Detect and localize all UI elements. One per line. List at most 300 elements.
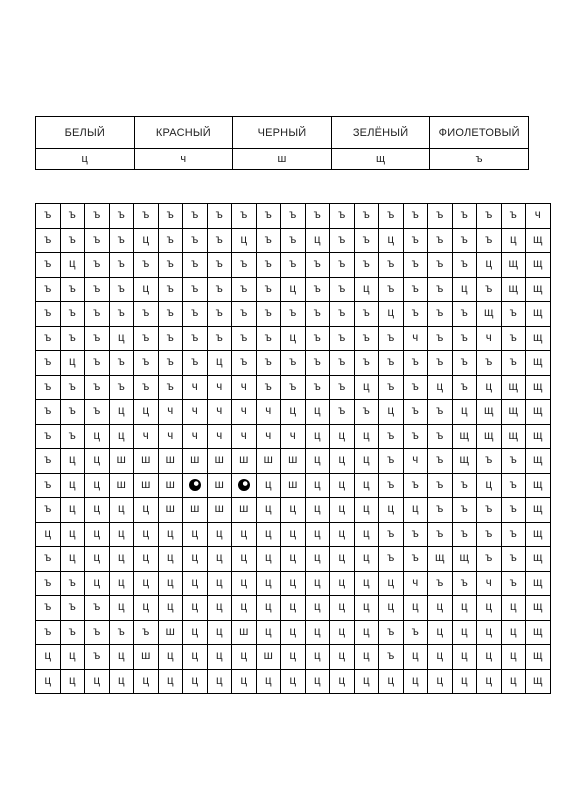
grid-cell: ц [60,498,85,523]
grid-cell: ц [281,645,306,670]
grid-cell: ъ [452,253,477,278]
grid-cell: ъ [60,424,85,449]
legend-color-names-row [36,117,529,149]
grid-cell: щ [526,669,551,694]
grid-cell: щ [526,571,551,596]
grid-cell: ъ [379,253,404,278]
grid-cell: ъ [403,253,428,278]
grid-cell: ц [403,498,428,523]
grid-cell: ъ [183,326,208,351]
grid-cell: щ [526,449,551,474]
eye-icon [189,479,201,491]
grid-cell: ъ [281,375,306,400]
grid-row [36,424,551,449]
grid-cell: ш [232,449,257,474]
grid-cell: ц [158,645,183,670]
grid-cell: ъ [281,351,306,376]
grid-cell: ц [158,669,183,694]
grid-cell: ш [281,473,306,498]
coloring-grid [35,203,551,694]
grid-cell: ъ [501,522,526,547]
grid-cell: ъ [403,375,428,400]
grid-cell: ъ [207,277,232,302]
grid-cell: ъ [158,204,183,229]
grid-cell: ъ [85,351,110,376]
grid-cell: ъ [452,571,477,596]
grid-cell: ъ [330,302,355,327]
grid-cell: ц [452,620,477,645]
grid-cell: ъ [428,571,453,596]
grid-cell: ъ [36,351,61,376]
grid-cell: ъ [85,620,110,645]
grid-cell: ъ [85,253,110,278]
grid-cell: ъ [379,351,404,376]
grid-cell: ш [207,473,232,498]
grid-cell: ц [183,522,208,547]
grid-cell: ц [379,228,404,253]
grid-cell: ц [281,620,306,645]
grid-cell: ц [207,669,232,694]
grid-cell: ц [305,596,330,621]
grid-cell: ц [207,645,232,670]
grid-cell: ц [256,571,281,596]
grid-cell: ц [85,522,110,547]
grid-cell: ш [232,498,257,523]
grid-cell: ъ [403,277,428,302]
grid-cell: ц [183,620,208,645]
grid-cell: ц [36,645,61,670]
grid-cell: ч [207,375,232,400]
grid-cell: ч [256,424,281,449]
grid-cell: ц [232,645,257,670]
grid-cell: ч [477,571,502,596]
grid-cell: ъ [428,228,453,253]
grid-cell: ъ [428,351,453,376]
grid-cell: ш [158,620,183,645]
grid-cell: ц [354,571,379,596]
grid-cell: ц [109,522,134,547]
grid-cell: ц [477,645,502,670]
grid-cell: ц [379,669,404,694]
grid-cell: ц [60,253,85,278]
grid-cell: ш [207,498,232,523]
grid-cell: ц [36,669,61,694]
grid-cell: ъ [85,228,110,253]
grid-cell: ъ [60,620,85,645]
grid-cell: ц [60,473,85,498]
grid-cell: ц [501,228,526,253]
grid-cell-eye [183,473,208,498]
grid-cell: ъ [281,253,306,278]
grid-cell: ъ [428,253,453,278]
grid-cell: ц [354,596,379,621]
grid-cell: ъ [207,326,232,351]
grid-cell: ц [256,596,281,621]
grid-cell: ц [134,400,159,425]
grid-cell: ъ [379,204,404,229]
grid-cell: ц [305,522,330,547]
grid-cell: ъ [183,302,208,327]
grid-cell: ц [305,620,330,645]
grid-cell: ц [207,351,232,376]
grid-cell: ц [36,522,61,547]
grid-cell: ъ [36,547,61,572]
grid-row [36,620,551,645]
grid-cell: ъ [183,228,208,253]
legend-codes-row [36,149,529,170]
grid-cell: щ [526,547,551,572]
grid-cell: ъ [256,277,281,302]
grid-cell: ц [183,645,208,670]
grid-cell: ъ [60,571,85,596]
grid-cell: ц [477,620,502,645]
grid-cell: ц [452,645,477,670]
grid-row [36,326,551,351]
grid-cell: ц [330,547,355,572]
grid-cell: ц [330,645,355,670]
grid-cell: щ [526,253,551,278]
grid-cell: ъ [403,302,428,327]
grid-cell: ъ [452,375,477,400]
grid-cell: ъ [85,277,110,302]
grid-cell: ъ [305,326,330,351]
grid-cell: ъ [207,302,232,327]
grid-cell: ъ [134,326,159,351]
grid-cell: ц [256,669,281,694]
color-legend-table [35,116,529,170]
grid-cell: ъ [134,204,159,229]
grid-cell: ъ [134,302,159,327]
grid-cell: ъ [85,204,110,229]
grid-cell: ч [158,424,183,449]
grid-cell: ш [183,449,208,474]
grid-cell: ч [183,424,208,449]
grid-cell: ъ [452,473,477,498]
grid-cell: ц [232,228,257,253]
grid-cell: ъ [452,204,477,229]
grid-cell: ъ [109,375,134,400]
grid-cell: ц [109,571,134,596]
grid-cell: ц [158,522,183,547]
grid-cell: ъ [36,571,61,596]
grid-cell: ц [60,669,85,694]
grid-cell: ц [477,473,502,498]
grid-cell: ъ [330,351,355,376]
grid-cell: ц [379,571,404,596]
grid-cell: ъ [85,400,110,425]
grid-cell: ъ [379,375,404,400]
grid-cell: ъ [183,277,208,302]
grid-cell: щ [501,253,526,278]
grid-cell: ъ [379,645,404,670]
grid-cell: ц [134,571,159,596]
grid-cell: ъ [158,326,183,351]
grid-cell: ъ [36,228,61,253]
grid-cell: ц [183,571,208,596]
grid-cell: ц [305,449,330,474]
grid-cell: ц [109,498,134,523]
grid-cell: ч [526,204,551,229]
grid-cell: ъ [232,204,257,229]
grid-cell: ъ [158,277,183,302]
grid-cell: ц [256,473,281,498]
grid-cell: ц [379,596,404,621]
grid-cell: ц [428,596,453,621]
grid-cell: ш [158,449,183,474]
grid-cell: ц [501,669,526,694]
grid-cell: ъ [379,326,404,351]
grid-cell: ц [379,400,404,425]
grid-cell: ъ [477,449,502,474]
grid-cell: ч [158,400,183,425]
grid-cell: ъ [232,253,257,278]
grid-cell: ц [305,645,330,670]
grid-cell: ъ [452,351,477,376]
grid-row [36,253,551,278]
grid-cell: ъ [354,253,379,278]
grid-cell: ъ [232,277,257,302]
legend-color-name: ФИОЛЕТОВЫЙ [430,117,529,149]
grid-row [36,375,551,400]
grid-cell: ъ [428,522,453,547]
grid-cell: ъ [256,204,281,229]
grid-cell: ъ [109,620,134,645]
grid-cell: ш [232,620,257,645]
grid-cell: ъ [477,204,502,229]
grid-cell: щ [526,620,551,645]
grid-row [36,351,551,376]
grid-cell: ц [183,596,208,621]
grid-cell: ъ [207,228,232,253]
grid-cell: ш [281,449,306,474]
grid-cell: ц [403,596,428,621]
grid-cell: ъ [36,326,61,351]
eye-icon [238,479,250,491]
grid-cell: ъ [305,351,330,376]
grid-cell: щ [452,424,477,449]
grid-cell: ц [354,424,379,449]
grid-cell: ъ [109,228,134,253]
grid-cell: ц [354,277,379,302]
grid-cell: ц [305,400,330,425]
grid-cell: ъ [158,351,183,376]
grid-cell: ъ [452,498,477,523]
grid-cell: ъ [305,253,330,278]
grid-cell: ъ [501,571,526,596]
grid-cell: ъ [428,277,453,302]
grid-cell: ц [354,522,379,547]
grid-cell: ъ [501,351,526,376]
grid-cell-eye [232,473,257,498]
grid-cell: ц [109,596,134,621]
grid-cell: ц [330,424,355,449]
grid-cell: ъ [330,204,355,229]
grid-cell: ъ [109,302,134,327]
grid-cell: ъ [36,473,61,498]
grid-cell: ч [477,326,502,351]
grid-cell: ц [330,620,355,645]
grid-cell: ч [403,326,428,351]
grid-cell: ъ [60,204,85,229]
grid-cell: ц [85,424,110,449]
grid-cell: ц [330,473,355,498]
grid-cell: ъ [158,228,183,253]
grid-cell: ч [183,400,208,425]
grid-cell: ц [305,571,330,596]
grid-cell: ц [207,547,232,572]
grid-cell: щ [526,326,551,351]
grid-cell: ц [85,547,110,572]
grid-cell: ъ [330,375,355,400]
grid-cell: ч [232,375,257,400]
grid-cell: ц [330,571,355,596]
grid-cell: щ [501,424,526,449]
grid-row [36,547,551,572]
grid-cell: ц [207,522,232,547]
grid-cell: ц [134,669,159,694]
grid-cell: ц [134,522,159,547]
grid-cell: ц [379,498,404,523]
grid-cell: ц [305,669,330,694]
grid-cell: ц [305,473,330,498]
grid-cell: ц [428,375,453,400]
grid-cell: ц [109,547,134,572]
grid-cell: ц [109,400,134,425]
grid-cell: ц [232,571,257,596]
grid-cell: ъ [60,375,85,400]
grid-cell: ъ [501,302,526,327]
grid-cell: щ [526,375,551,400]
grid-cell: ч [134,424,159,449]
grid-cell: ш [256,645,281,670]
grid-cell: ц [281,669,306,694]
grid-cell: щ [526,522,551,547]
grid-cell: ъ [501,326,526,351]
grid-cell: ъ [501,473,526,498]
grid-cell: ъ [403,620,428,645]
grid-cell: ъ [158,302,183,327]
grid-cell: ъ [403,400,428,425]
grid-cell: ц [281,522,306,547]
grid-cell: ъ [183,253,208,278]
grid-cell: ъ [232,351,257,376]
grid-cell: ъ [36,449,61,474]
grid-cell: ц [354,375,379,400]
grid-cell: ъ [60,277,85,302]
grid-cell: ш [134,473,159,498]
grid-cell: ъ [158,253,183,278]
grid-cell: ц [109,645,134,670]
grid-cell: ъ [403,473,428,498]
grid-row [36,522,551,547]
grid-cell: ц [60,522,85,547]
grid-cell: ъ [305,375,330,400]
grid-cell: ъ [501,449,526,474]
grid-cell: ц [207,596,232,621]
grid-cell: ъ [36,400,61,425]
grid-cell: ц [207,571,232,596]
grid-cell: ц [330,669,355,694]
grid-cell: ъ [477,228,502,253]
grid-cell: ъ [428,204,453,229]
grid-cell: ц [109,326,134,351]
grid-cell: ъ [403,351,428,376]
grid-cell: ц [354,498,379,523]
grid-cell: ц [232,547,257,572]
grid-cell: ъ [281,302,306,327]
grid-cell: ъ [354,228,379,253]
grid-cell: ц [428,645,453,670]
grid-cell: ч [183,375,208,400]
grid-cell: ц [354,473,379,498]
grid-cell: ъ [354,400,379,425]
grid-row [36,228,551,253]
grid-cell: ъ [305,302,330,327]
grid-cell: ъ [477,522,502,547]
grid-cell: ц [281,277,306,302]
grid-cell: ъ [477,277,502,302]
grid-cell: щ [428,547,453,572]
grid-cell: ц [85,449,110,474]
grid-cell: ш [158,473,183,498]
grid-cell: ъ [256,375,281,400]
grid-cell: ц [330,596,355,621]
grid-cell: ц [354,645,379,670]
grid-cell: ц [281,547,306,572]
grid-cell: ъ [428,424,453,449]
grid-cell: ч [403,571,428,596]
grid-cell: ъ [379,424,404,449]
grid-cell: ц [501,620,526,645]
grid-cell: ц [452,669,477,694]
grid-cell: ц [501,645,526,670]
grid-cell: ъ [330,228,355,253]
grid-cell: ъ [379,522,404,547]
grid-cell: ш [256,449,281,474]
legend-color-code: щ [331,149,430,170]
grid-cell: ъ [330,253,355,278]
grid-cell: ш [207,449,232,474]
grid-cell: ъ [60,326,85,351]
grid-cell: ъ [134,253,159,278]
grid-cell: ъ [134,375,159,400]
grid-cell: ч [281,424,306,449]
grid-cell: ъ [36,424,61,449]
grid-cell: ъ [305,204,330,229]
grid-cell: ъ [501,498,526,523]
grid-cell: ъ [109,204,134,229]
grid-cell: ъ [403,547,428,572]
grid-cell: ъ [256,253,281,278]
grid-cell: ъ [60,228,85,253]
grid-row [36,498,551,523]
grid-cell: ц [207,620,232,645]
grid-cell: ъ [354,204,379,229]
grid-cell: щ [526,277,551,302]
grid-cell: ц [354,669,379,694]
grid-cell: ъ [36,375,61,400]
grid-cell: щ [526,645,551,670]
legend-color-code: ч [134,149,233,170]
grid-cell: ц [305,424,330,449]
grid-cell: щ [526,596,551,621]
grid-cell: ъ [232,302,257,327]
grid-cell: ъ [452,522,477,547]
grid-cell: ц [428,620,453,645]
grid-cell: ъ [354,326,379,351]
grid-cell: ъ [428,400,453,425]
grid-cell: ш [134,449,159,474]
